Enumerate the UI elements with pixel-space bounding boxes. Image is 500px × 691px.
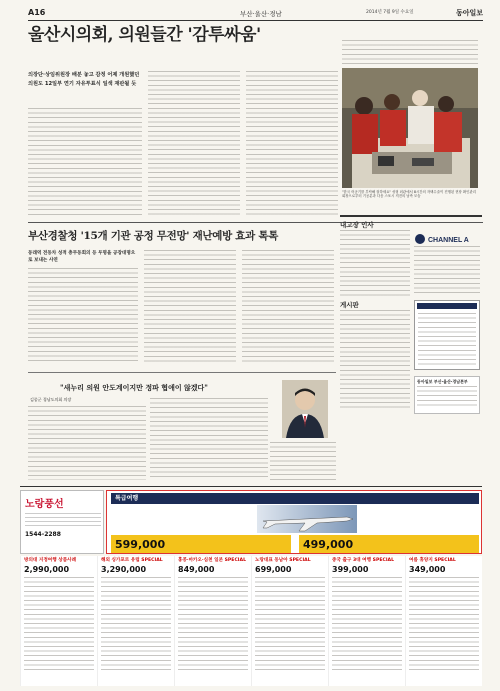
- airplane-icon: [257, 505, 357, 533]
- column-headline: "새누리 의원 안도계이지만 정파 협애이 않겠다": [60, 383, 208, 392]
- section-name: 부산·울산·경남: [240, 10, 282, 18]
- ad-column-lines: [409, 577, 479, 673]
- ad-column-price: 399,000: [332, 565, 369, 574]
- lead-subhead: 의장단·상임위원장 배분 놓고 감정 어제 개원했던 의원도 12일부 연기 자유투표식 일색 재판될 듯: [28, 72, 140, 87]
- lead-body-col1: [28, 108, 142, 216]
- tour-brand-name: 노랑풍선: [25, 499, 64, 510]
- column-author: 김종군 경남도의회 의장: [30, 397, 72, 402]
- banner-price-box-1: [111, 535, 291, 553]
- sidebar-top-rule: [340, 215, 482, 217]
- ad-column-lines: [24, 577, 94, 673]
- tv-schedule-box: [414, 300, 480, 370]
- ad-column-1: [20, 556, 97, 686]
- lead-photo: [342, 68, 478, 188]
- author-portrait: [282, 380, 328, 438]
- second-lead: 동래역 전동차 성적 충무동회의 등 두명을 공장대명으로 보내는 사연: [28, 251, 136, 263]
- second-body-col1: [28, 268, 138, 364]
- ad-column-lines: [101, 577, 171, 673]
- ad-column-price: 349,000: [409, 565, 446, 574]
- tour-brand-ad: [20, 490, 104, 554]
- second-body-col3: [242, 250, 334, 364]
- ad-column-price: 699,000: [255, 565, 292, 574]
- ad-column-title: 해외 싱가포르 유럽 SPECIAL: [98, 556, 174, 565]
- tv-schedule-rows: [418, 313, 476, 367]
- ad-column-6: [405, 556, 482, 686]
- banner-price-2: 499,000: [303, 538, 354, 551]
- column-divider: [28, 372, 336, 373]
- travel-ad-table: [20, 556, 482, 686]
- subscription-lines: [417, 386, 477, 408]
- page-number: A16: [28, 8, 46, 17]
- photo-illustration: [342, 68, 478, 188]
- svg-text:CHANNEL A: CHANNEL A: [428, 237, 469, 244]
- tv-schedule-header: [417, 303, 477, 309]
- column-body-col3: [270, 442, 336, 480]
- ad-column-title: 여름 휴양지 SPECIAL: [406, 556, 482, 565]
- lead-body-col2: [148, 71, 240, 216]
- ad-column-title: 중국 출구 3대 여행 SPECIAL: [329, 556, 405, 565]
- second-headline: 부산경찰청 '15개 기관 공정 무전망' 재난예방 효과 톡톡: [28, 230, 279, 242]
- section-divider: [28, 222, 483, 223]
- personnel-list-col1: [340, 230, 410, 296]
- tour-brand-info: [25, 513, 101, 527]
- airplane-image: [257, 505, 357, 533]
- ad-column-2: [97, 556, 174, 686]
- subscription-box: [414, 376, 480, 414]
- column-body-col1: [28, 406, 146, 480]
- lead-headline: 울산시의회, 의원들간 '감투싸움': [28, 25, 261, 45]
- board-list: [340, 310, 410, 410]
- tour-brand-phone: 1544-2288: [25, 531, 61, 538]
- second-body-col2: [144, 250, 236, 364]
- publish-date: 2014년 7월 9일 수요일: [366, 10, 414, 15]
- ad-column-price: 2,990,000: [24, 565, 70, 574]
- ad-column-price: 849,000: [178, 565, 215, 574]
- ad-column-title: 노랑대표 동남아 SPECIAL: [252, 556, 328, 565]
- ad-section-rule: [20, 486, 482, 487]
- banner-price-1: 599,000: [115, 538, 166, 551]
- ad-column-price: 3,290,000: [101, 565, 147, 574]
- banner-ad: [106, 490, 482, 554]
- banner-price-box-2: [299, 535, 479, 553]
- header-divider: [28, 20, 483, 21]
- ad-column-title: 방의대 지정여행 상품사례: [21, 556, 97, 565]
- photo-caption: "한국 어공기를 부탁해 잘하세요" 성형 외관에서 8시간의 자택수술이 진행된 현장 확인관리 회장으로부터 기공분과 다음 스포시 직전의 남측 모습: [342, 190, 476, 199]
- column-body-col2: [150, 398, 268, 480]
- ad-column-4: [251, 556, 328, 686]
- lead-body-top-right: [342, 40, 478, 64]
- page-header: [28, 8, 483, 20]
- portrait-illustration: [282, 380, 328, 438]
- newspaper-logo: 동아일보: [455, 8, 483, 17]
- lead-body-col3: [246, 71, 338, 216]
- ad-column-lines: [255, 577, 325, 673]
- ad-column-3: [174, 556, 251, 686]
- ad-column-lines: [178, 577, 248, 673]
- sidebar-title-personnel: 내고장 인사: [340, 221, 374, 229]
- banner-ad-title: 특급여행: [111, 493, 479, 504]
- personnel-list-col2: [414, 246, 480, 296]
- ad-column-lines: [332, 577, 402, 673]
- ad-column-title: 홍콩·마카오·심천 일본 SPECIAL: [175, 556, 251, 565]
- channel-a-icon: [414, 233, 480, 245]
- sidebar-title-board: 게시판: [340, 301, 359, 309]
- channel-a-logo: [414, 230, 480, 242]
- subscription-title: 동아일보 부산·울산·경남본부: [417, 379, 468, 384]
- ad-column-5: [328, 556, 405, 686]
